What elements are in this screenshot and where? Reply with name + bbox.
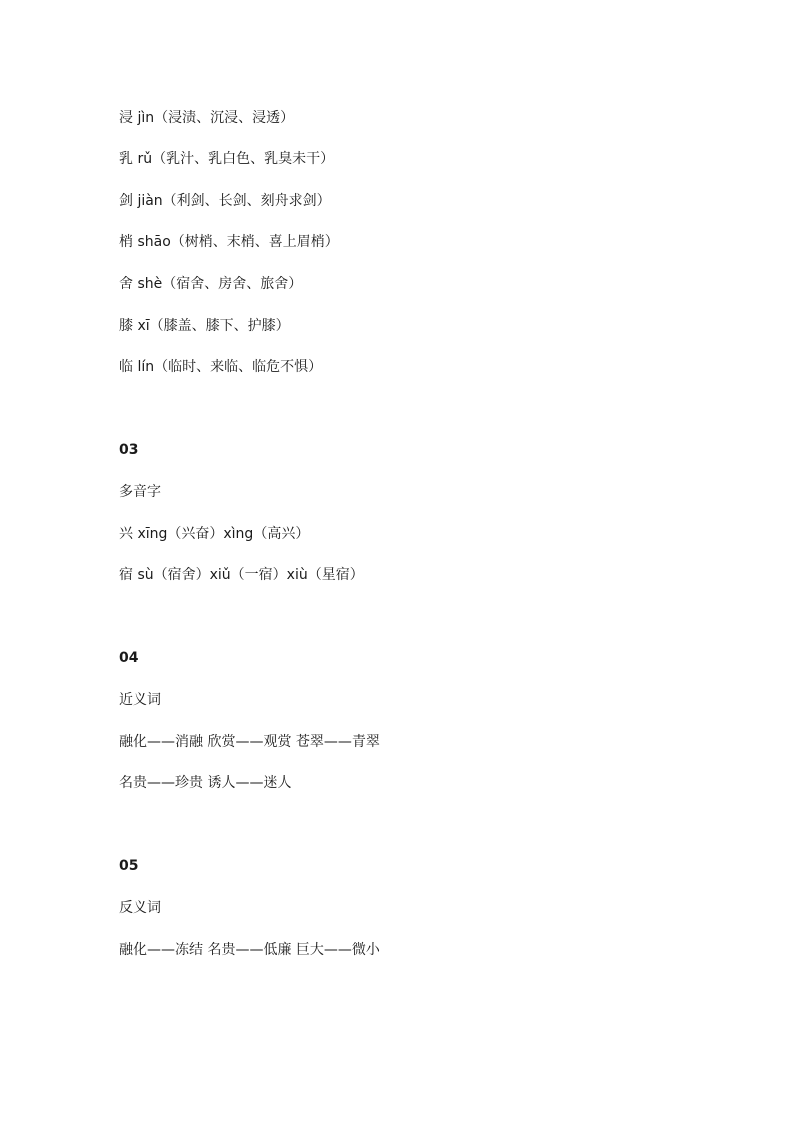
synonym-line-2: 名贵——珍贵 诱人——迷人 <box>119 775 292 791</box>
section-title-antonyms: 反义词 <box>119 900 161 916</box>
antonym-line-1: 融化——冻结 名贵——低廉 巨大——微小 <box>119 942 380 958</box>
vocab-entry-lin: 临 lín（临时、来临、临危不惧） <box>119 359 323 375</box>
section-number-05: 05 <box>119 858 139 874</box>
vocab-entry-she: 舍 shè（宿舍、房舍、旅舍） <box>119 276 303 292</box>
synonym-line-1: 融化——消融 欣赏——观赏 苍翠——青翠 <box>119 734 380 750</box>
vocab-entry-shao: 梢 shāo（树梢、末梢、喜上眉梢） <box>119 234 339 250</box>
vocab-entry-xi: 膝 xī（膝盖、膝下、护膝） <box>119 318 290 334</box>
section-title-synonyms: 近义词 <box>119 692 161 708</box>
polyphone-entry-su: 宿 sù（宿舍）xiǔ（一宿）xiù（星宿） <box>119 567 364 583</box>
vocab-entry-ru: 乳 rǔ（乳汁、乳白色、乳臭未干） <box>119 151 335 167</box>
section-title-polyphones: 多音字 <box>119 484 161 500</box>
vocab-entry-jian: 剑 jiàn（利剑、长剑、刻舟求剑） <box>119 193 331 209</box>
vocab-entry-jin: 浸 jìn（浸渍、沉浸、浸透） <box>119 110 295 126</box>
section-number-04: 04 <box>119 650 139 666</box>
polyphone-entry-xing: 兴 xīng（兴奋）xìng（高兴） <box>119 526 310 542</box>
section-number-03: 03 <box>119 442 139 458</box>
